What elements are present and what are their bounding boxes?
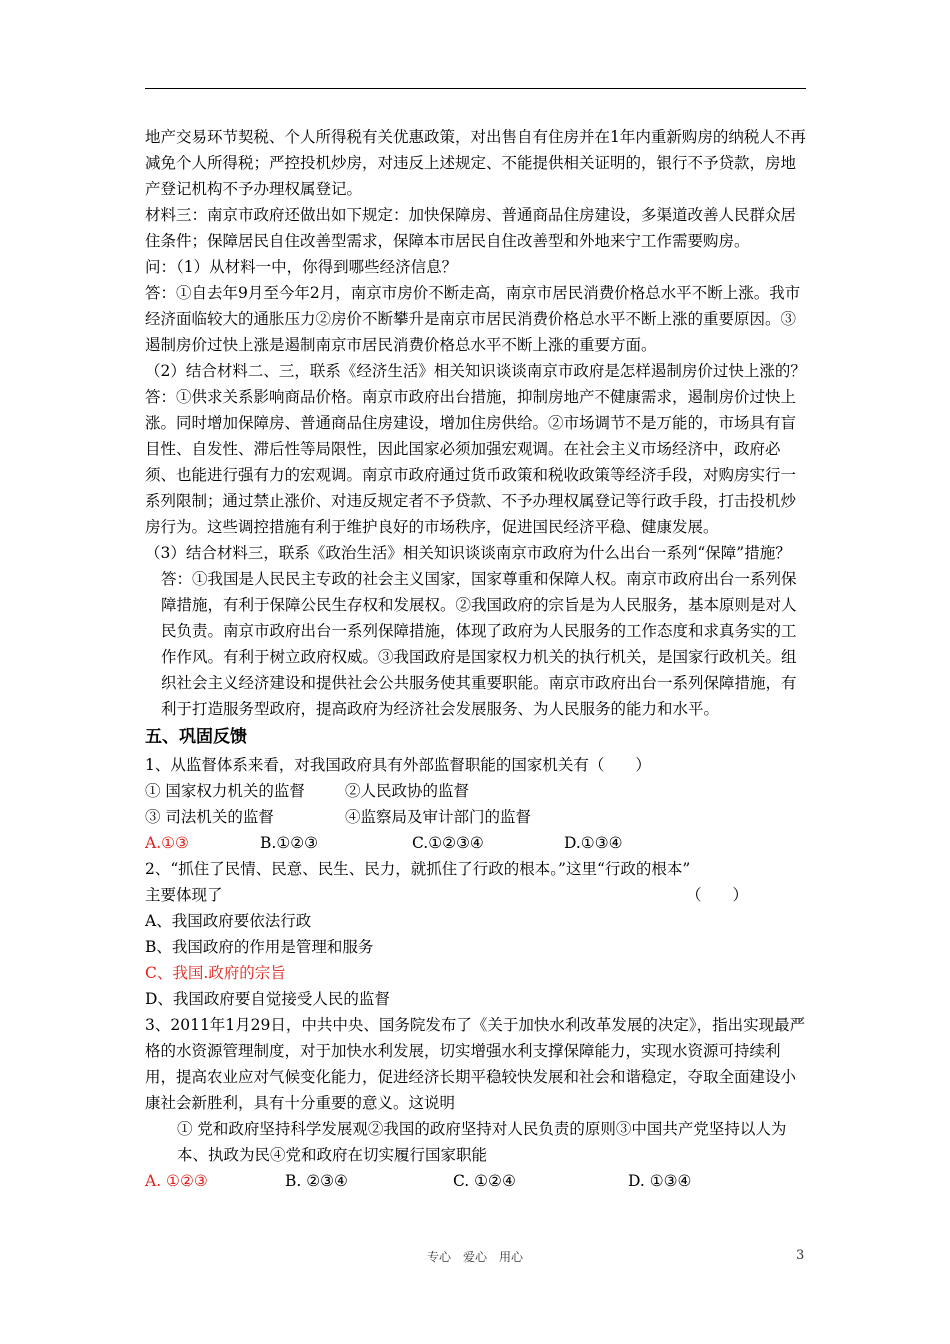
footer-motto: 专心 爱心 用心 [426,1250,523,1264]
mcq-1-item-4: ④监察局及审计部门的监督 [345,808,532,826]
mcq-1-option-c: C.①②③④ [412,834,484,852]
page-footer [0,1248,950,1268]
question-3: （3）结合材料三，联系《政治生活》相关知识谈谈南京市政府为什么出台一系列“保障”措施？ [145,544,791,562]
page-number: 3 [796,1248,805,1263]
mcq-1-item-1: ① 国家权力机关的监督 [145,782,305,800]
mcq-3-option-a: A. ①②③ [145,1172,208,1190]
paragraph-intro: 地产交易环节契税、个人所得税有关优惠政策，对出售自有住房并在1年内重新购房的纳税人不再减免个人所得税；严控投机炒房，对违反上述规定、不能提供相关证明的，银行不予贷款，房地产登记机构不予办理权属登记。 [145,128,806,198]
mcq-3-option-d: D. ①③④ [628,1172,692,1190]
section-title: 五、巩固反馈 [145,727,247,747]
mcq-3-items: ① 党和政府坚持科学发展观②我国的政府坚持对人民负责的原则③中国共产党坚持以人为本、执政为民④党和政府在切实履行国家职能 [177,1120,787,1164]
paragraph-material-3: 材料三：南京市政府还做出如下规定：加快保障房、普通商品住房建设，多渠道改善人民群众居住条件；保障居民自住改善型需求，保障本市居民自住改善型和外地来宁工作需要购房。 [145,206,797,250]
mcq-2-option-b: B、我国政府的作用是管理和服务 [145,938,374,956]
mcq-2-answer-paren: （ ） [685,886,748,904]
mcq-1-item-3: ③ 司法机关的监督 [145,808,274,826]
mcq-3-options [145,1168,810,1194]
question-2: （2）结合材料二、三，联系《经济生活》相关知识谈谈南京市政府是怎样遏制房价过快上涨的？ [145,362,806,380]
question-1: 问：（1）从材料一中，你得到哪些经济信息？ [145,258,458,276]
mcq-1-items-row-2 [145,804,810,830]
mcq-2-stem-cont: 主要体现了 [145,886,223,904]
mcq-1-option-b: B.①②③ [260,834,319,852]
mcq-2-option-d: D、我国政府要自觉接受人民的监督 [145,990,390,1008]
mcq-2-option-a: A、我国政府要依法行政 [145,912,312,930]
mcq-1-items-row-1 [145,778,810,804]
answer-1: 答：①自去年9月至今年2月，南京市房价不断走高，南京市居民消费价格总水平不断上涨。我市经济面临较大的通胀压力②房价不断攀升是南京市居民消费价格总水平不断上涨的重要原因。③遏制房价过快上涨是遏制南京市居民消费价格总水平不断上涨的重要方面。 [145,284,801,354]
mcq-3-stem: 3、2011年1月29日，中共中央、国务院发布了《关于加快水利改革发展的决定》，指出实现最严格的水资源管理制度，对于加快水利发展，切实增强水利支撑保障能力，实现水资源可持续利用，提高农业应对气候变化能力，促进经济长期平稳较快发展和社会和谐稳定，夺取全面建设小康社会新胜利，具有十分重要的意义。这说明 [145,1016,806,1112]
mcq-3-option-b: B. ②③④ [285,1172,348,1190]
mcq-1-stem: 1、从监督体系来看，对我国政府具有外部监督职能的国家机关有（ ） [145,756,651,774]
mcq-2-option-c: C、我国.政府的宗旨 [145,964,286,982]
header-rule [145,88,806,89]
mcq-1-option-d: D.①③④ [564,834,623,852]
mcq-2-stem-line-2 [145,882,810,908]
mcq-1-item-2: ②人民政协的监督 [345,782,470,800]
mcq-1-option-a: A.①③ [145,834,189,852]
page-content [145,124,810,1194]
mcq-1-options [145,830,810,856]
answer-2: 答：①供求关系影响商品价格。南京市政府出台措施，抑制房地产不健康需求，遏制房价过快上涨。同时增加保障房、普通商品住房建设，增加住房供给。②市场调节不是万能的，市场具有盲目性、自发性、滞后性等局限性，因此国家必须加强宏观调。在社会主义市场经济中，政府必须、也能进行强有力的宏观调。南京市政府通过货币政策和税收政策等经济手段，对购房实行一系列限制；通过禁止涨价、对违反规定者不予贷款、不予办理权属登记等行政手段，打击投机炒房行为。这些调控措施有利于维护良好的市场秩序，促进国民经济平稳、健康发展。 [145,388,797,536]
mcq-3-option-c: C. ①②④ [453,1172,516,1190]
mcq-2-stem: 2、“抓住了民情、民意、民生、民力，就抓住了行政的根本。”这里“行政的根本” [145,860,691,878]
answer-3: 答：①我国是人民民主专政的社会主义国家，国家尊重和保障人权。南京市政府出台一系列保障措施，有利于保障公民生存权和发展权。②我国政府的宗旨是为人民服务，基本原则是对人民负责。南京市政府出台一系列保障措施，体现了政府为人民服务的工作态度和求真务实的工作作风。有利于树立政府权威。③我国政府是国家权力机关的执行机关，是国家行政机关。组织社会主义经济建设和提供社会公共服务使其重要职能。南京市政府出台一系列保障措施，有利于打造服务型政府，提高政府为经济社会发展服务、为人民服务的能力和水平。 [161,570,797,718]
